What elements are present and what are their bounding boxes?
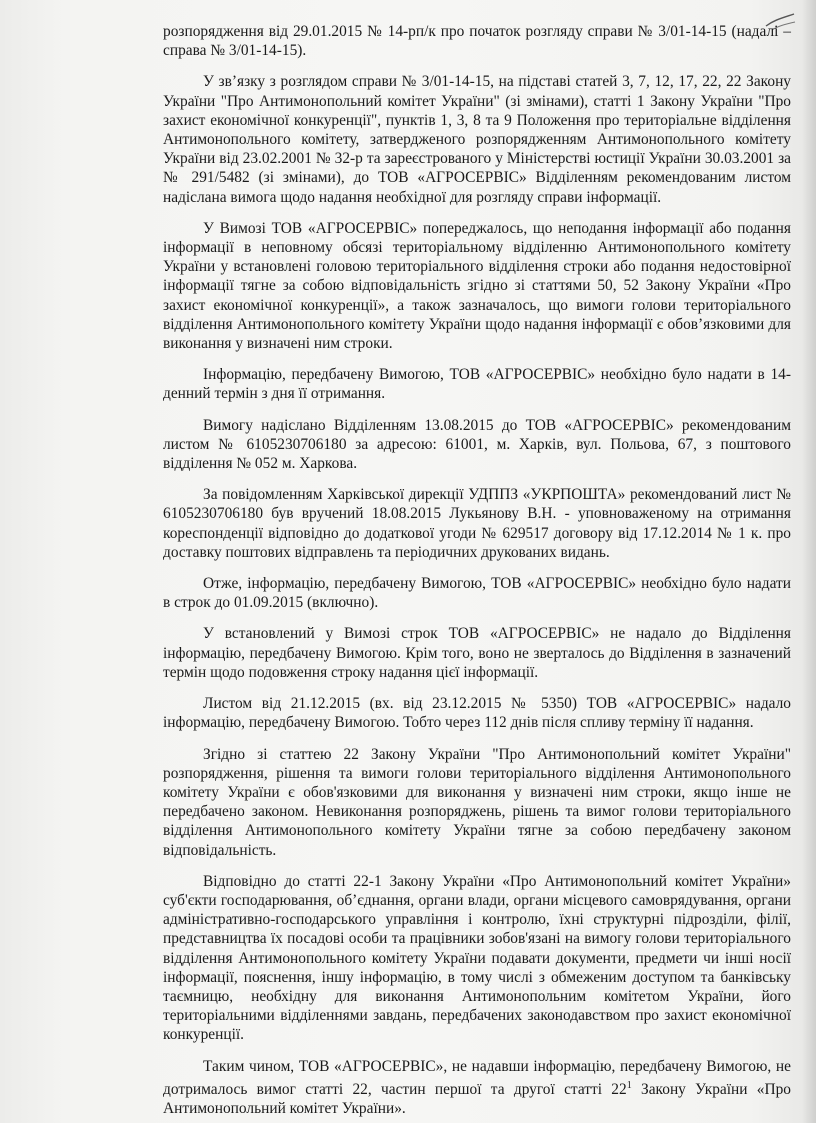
document-body (163, 22, 791, 1123)
paragraph-4: Інформацію, передбачену Вимогою, ТОВ «АГРОСЕРВІС» необхідно було надати в 14-денний термін з дня її отримання. (163, 366, 791, 403)
paragraph-3: У Вимозі ТОВ «АГРОСЕРВІС» попереджалось, що неподання інформації або подання інформації в неповному обсязі територіальному відділенню Антимонопольного комітету України у встановлені головою територіального відділення строки або подання недостовірної інформації тягне за собою відповідальність згідно зі статтями 50, 52 Закону України «Про захист економічної конкуренції», а також зазначалось, що вимоги голови територіального відділення Антимонопольного комітету України щодо надання інформації є обов’язковими для виконання у визначені ним строки. (163, 219, 791, 353)
paragraph-12-superscript: 1 (626, 1079, 632, 1091)
paragraph-5: Вимогу надіслано Відділенням 13.08.2015 до ТОВ «АГРОСЕРВІС» рекомендованим листом № 6105230706180 за адресою: 61001, м. Харків, вул. Польова, 67, з поштового відділення № 052 м. Харкова. (163, 416, 791, 473)
paragraph-8: У встановлений у Вимозі строк ТОВ «АГРОСЕРВІС» не надало до Відділення інформацію, передбачену Вимогою. Крім того, воно не зверталось до Відділення в зазначений термін щодо подовження строку надання цієї інформації. (163, 625, 791, 681)
paragraph-12 (163, 1057, 791, 1119)
paragraph-10: Згідно зі статтею 22 Закону України "Про Антимонопольний комітет України" розпорядження, рішення та вимоги голови територіального відділення Антимонопольного комітету України є обов'язковими для виконання у визначені ним строки, якщо інше не передбачено законом. Невиконання розпоряджень, рішень та вимог голови територіального відділення Антимонопольного комітету України тягне за собою передбачену законом відповідальність. (163, 745, 791, 859)
page-edge-shadow (802, 0, 816, 1123)
paragraph-1: розпорядження від 29.01.2015 № 14-рп/к про початок розгляду справи № 3/01-14-15 (надалі – справа № 3/01-14-15). (163, 23, 791, 60)
paragraph-9: Листом від 21.12.2015 (вх. від 23.12.2015 № 5350) ТОВ «АГРОСЕРВІС» надало інформацію, передбачену Вимогою. Тобто через 112 днів після спливу терміну її надання. (163, 695, 791, 732)
paragraph-6: За повідомленням Харківської дирекції УДППЗ «УКРПОШТА» рекомендований лист № 6105230706180 був вручений 18.08.2015 Лукьянову В.Н. - уповноваженому на отримання кореспонденції відповідно до додаткової угоди № 629517 договору від 17.12.2014 № 1 к. про доставку поштових відправлень та періодичних друкованих видань. (163, 486, 791, 561)
paragraph-7: Отже, інформацію, передбачену Вимогою, ТОВ «АГРОСЕРВІС» необхідно було надати в строк до 01.09.2015 (включно). (163, 575, 791, 612)
paragraph-12-text-end: Закону України «Про Антимонопольний комітет України». (163, 1080, 791, 1118)
paragraph-2: У зв’язку з розглядом справи № 3/01-14-15, на підставі статей 3, 7, 12, 17, 22, 22 Закону України "Про Антимонопольний комітет України" (зі змінами), статті 1 Закону України "Про захист економічної конкуренції", пунктів 1, 3, 8 та 9 Положення про територіальне відділення Антимонопольного комітету, затвердженого розпорядженням Антимонопольного комітету України від 23.02.2001 № 32-р та зареєстрованого у Міністерстві юстиції України 30.03.2001 за № 291/5482 (зі змінами), до ТОВ «АГРОСЕРВІС» Відділенням рекомендованим листом надіслана вимога щодо надання необхідної для розгляду справи інформації. (163, 73, 791, 206)
paragraph-11: Відповідно до статті 22-1 Закону України «Про Антимонопольний комітет України» суб'єкти господарювання, об’єднання, органи влади, органи місцевого самоврядування, органи адміністративно-господарського управління і контролю, їхні структурні підрозділи, філії, представництва їх посадові особи та працівники зобов'язані на вимогу голови територіального відділення Антимонопольного комітету України подавати документи, предмети чи інші носії інформації, пояснення, іншу інформацію, в тому числі з обмеженим доступом та банківську таємницю, необхідну для виконання Антимонопольним комітетом України, його територіальними відділеннями завдань, передбачених законодавством про захист економічної конкуренції. (163, 872, 791, 1044)
paragraph-12-text: Таким чином, ТОВ «АГРОСЕРВІС», не надавши інформацію, передбачену Вимогою, не дотрималось вимог статті 22, частин першої та другої статті 22 (163, 1057, 791, 1098)
